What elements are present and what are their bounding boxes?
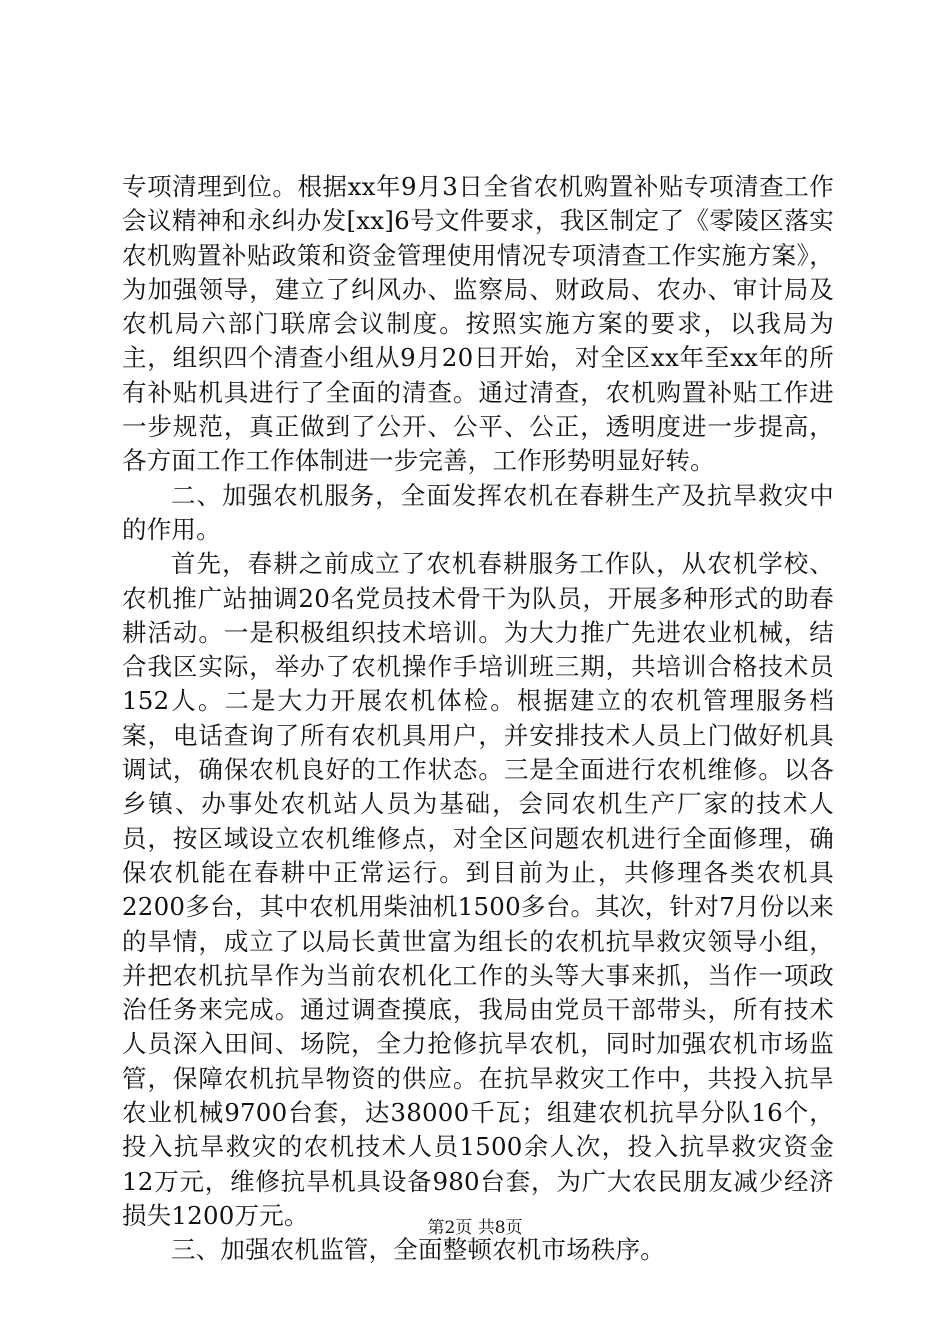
- paragraph-spring-ploughing: 首先，春耕之前成立了农机春耕服务工作队，从农机学校、农机推广站抽调20名党员技术骨干为队员，开展多种形式的助春耕活动。一是积极组织技术培训。为大力推广先进农业机械，结合我区实际，举办了农机操作手培训班三期，共培训合格技术员152人。二是大力开展农机体检。根据建立的农机管理服务档案，电话查询了所有农机具用户，并安排技术人员上门做好机具调试，确保农机良好的工作状态。三是全面进行农机维修。以各乡镇、办事处农机站人员为基础，会同农机生产厂家的技术人员，按区域设立农机维修点，对全区问题农机进行全面修理，确保农机能在春耕中正常运行。到目前为止，共修理各类农机具2200多台，其中农机用柴油机1500多台。其次，针对7月份以来的旱情，成立了以局长黄世富为组长的农机抗旱救灾领导小组，并把农机抗旱作为当前农机化工作的头等大事来抓，当作一项政治任务来完成。通过调查摸底，我局由党员干部带头，所有技术人员深入田间、场院，全力抢修抗旱农机，同时加强农机市场监管，保障农机抗旱物资的供应。在抗旱救灾工作中，共投入抗旱农业机械9700台套，达38000千瓦；组建农机抗旱分队16个，投入抗旱救灾的农机技术人员1500余人次，投入抗旱救灾资金12万元，维修抗旱机具设备980台套，为广大农民朋友减少经济损失1200万元。: [122, 549, 834, 1230]
- page-number: 第2页 共8页: [427, 1218, 523, 1238]
- document-body: [122, 170, 834, 1268]
- page-footer: [0, 1216, 950, 1240]
- section-heading-supervision: 三、加强农机监管，全面整顿农机市场秩序。: [171, 1235, 665, 1265]
- section-heading-service: 二、加强农机服务，全面发挥农机在春耕生产及抗旱救灾中的作用。: [122, 480, 834, 544]
- paragraph-special-cleanup: 专项清理到位。根据xx年9月3日全省农机购置补贴专项清查工作会议精神和永纠办发[xx]6号文件要求，我区制定了《零陵区落实农机购置补贴政策和资金管理使用情况专项清查工作实施方案》，为加强领导，建立了纠风办、监察局、财政局、农办、审计局及农机局六部门联席会议制度。按照实施方案的要求，以我局为主，组织四个清查小组从9月20日开始，对全区xx年至xx年的所有补贴机具进行了全面的清查。通过清查，农机购置补贴工作进一步规范，真正做到了公开、公平、公正，透明度进一步提高，各方面工作工作体制进一步完善，工作形势明显好转。: [122, 172, 834, 476]
